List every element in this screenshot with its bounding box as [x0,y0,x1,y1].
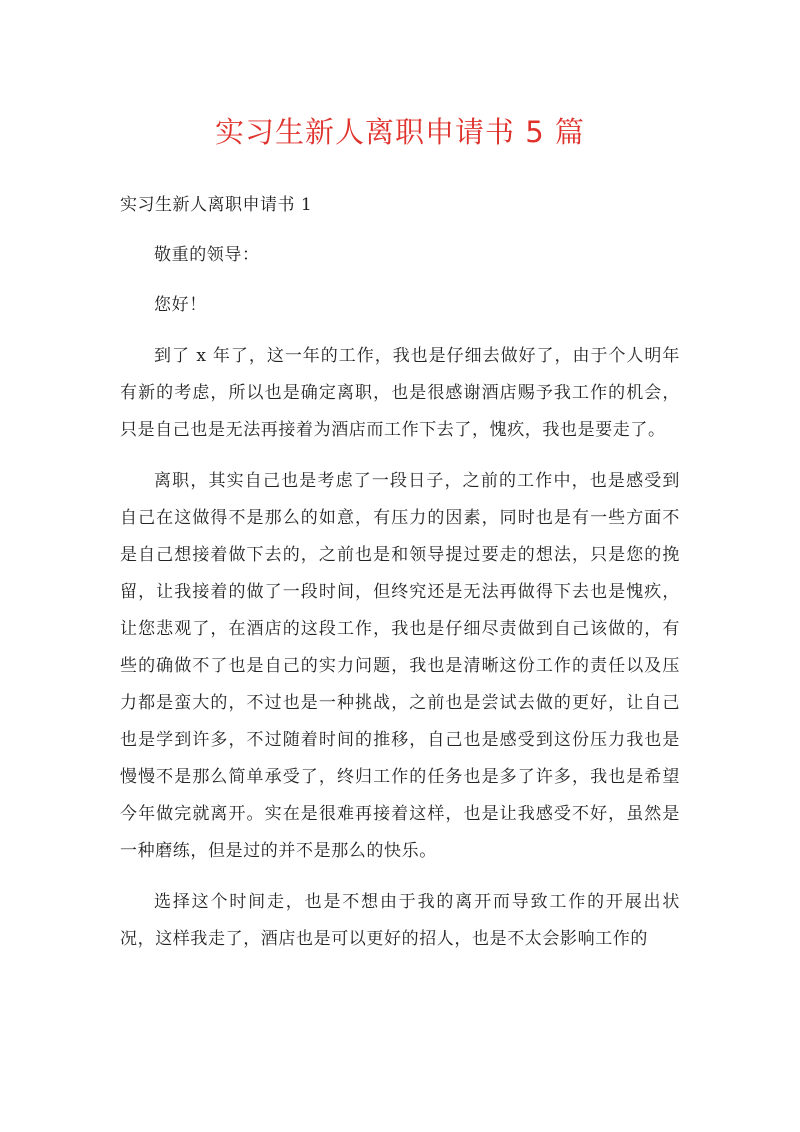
body-paragraph: 选择这个时间走，也是不想由于我的离开而导致工作的开展出状况，这样我走了，酒店也是可以更好的招人，也是不太会影响工作的 [120,892,680,949]
greeting: 您好！ [154,295,207,315]
body-paragraph: 到了 x 年了，这一年的工作，我也是仔细去做好了，由于个人明年有新的考虑，所以也是确定离职，也是很感谢酒店赐予我工作的机会，只是自己也是无法再接着为酒店而工作下去了，愧疚，我也是要走了。 [120,346,680,440]
section-heading: 实习生新人离职申请书 1 [120,195,313,215]
document-title: 实习生新人离职申请书 5 篇 [215,115,585,149]
salutation: 敬重的领导： [154,245,260,265]
body-paragraph: 离职，其实自己也是考虑了一段日子，之前的工作中，也是感受到自己在这做得不是那么的如意，有压力的因素，同时也是有一些方面不是自己想接着做下去的，之前也是和领导提过要走的想法，只是您的挽留，让我接着的做了一段时间，但终究还是无法再做得下去也是愧疚，让您悲观了，在酒店的这段工作，我也是仔细尽责做到自己该做的，有些的确做不了也是自己的实力问题，我也是清晰这份工作的责任以及压力都是蛮大的，不过也是一种挑战，之前也是尝试去做的更好，让自己也是学到许多，不过随着时间的推移，自己也是感受到这份压力我也是慢慢不是那么简单承受了，终归工作的任务也是多了许多，我也是希望今年做完就离开。实在是很难再接着这样，也是让我感受不好，虽然是一种磨练，但是过的并不是那么的快乐。 [120,471,680,861]
